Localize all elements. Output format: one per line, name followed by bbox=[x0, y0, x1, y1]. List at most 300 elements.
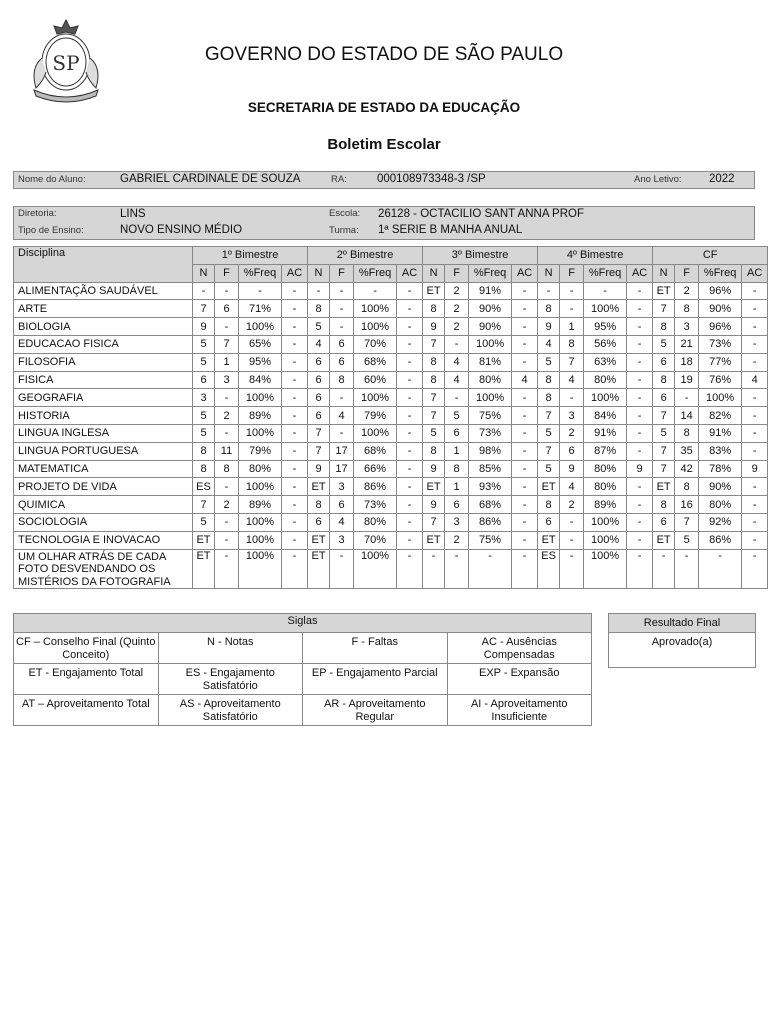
grade-cell: - bbox=[397, 389, 423, 407]
grade-cell: - bbox=[330, 549, 354, 589]
diretoria-label: Diretoria: bbox=[18, 208, 57, 219]
grade-cell: - bbox=[742, 318, 768, 336]
grade-cell: - bbox=[512, 549, 538, 589]
grade-cell: 2 bbox=[445, 531, 469, 549]
grade-cell: - bbox=[330, 300, 354, 318]
grade-cell: - bbox=[627, 318, 653, 336]
sigla-item: AI - Aproveitamento Insuficiente bbox=[447, 695, 592, 726]
grade-cell: - bbox=[282, 389, 308, 407]
siglas-table bbox=[13, 613, 592, 726]
grade-cell: 100% bbox=[699, 389, 742, 407]
grade-cell: 91% bbox=[699, 424, 742, 442]
grade-cell: - bbox=[742, 300, 768, 318]
grade-cell: 80% bbox=[699, 496, 742, 514]
grade-cell: 5 bbox=[308, 318, 330, 336]
grade-cell: 1 bbox=[215, 353, 239, 371]
ensino-value: NOVO ENSINO MÉDIO bbox=[120, 224, 243, 236]
grade-cell: 9 bbox=[193, 318, 215, 336]
grade-cell: 7 bbox=[560, 353, 584, 371]
grade-cell: 90% bbox=[699, 478, 742, 496]
grade-cell: 68% bbox=[354, 442, 397, 460]
grade-cell: 68% bbox=[469, 496, 512, 514]
grade-cell: 16 bbox=[675, 496, 699, 514]
svg-text:SP: SP bbox=[52, 51, 80, 75]
grade-cell: 7 bbox=[675, 513, 699, 531]
grade-cell: 7 bbox=[215, 335, 239, 353]
grade-cell: - bbox=[627, 496, 653, 514]
grade-cell: 8 bbox=[308, 496, 330, 514]
grade-cell: ES bbox=[193, 478, 215, 496]
grade-cell: - bbox=[742, 407, 768, 425]
grade-cell: 4 bbox=[445, 353, 469, 371]
grade-cell: - bbox=[512, 282, 538, 300]
column-subheader: F bbox=[330, 264, 354, 282]
grade-cell: 80% bbox=[584, 478, 627, 496]
grade-cell: - bbox=[560, 389, 584, 407]
grade-cell: 7 bbox=[653, 407, 675, 425]
subject-name: ALIMENTAÇÃO SAUDÁVEL bbox=[14, 282, 193, 300]
grade-cell: - bbox=[397, 407, 423, 425]
grade-cell: - bbox=[512, 318, 538, 336]
grade-cell: - bbox=[397, 496, 423, 514]
siglas-title: Siglas bbox=[14, 614, 592, 633]
grade-cell: 6 bbox=[445, 496, 469, 514]
grade-cell: - bbox=[627, 407, 653, 425]
grade-cell: 2 bbox=[675, 282, 699, 300]
period-header: CF bbox=[653, 247, 768, 265]
column-subheader: N bbox=[193, 264, 215, 282]
column-subheader: AC bbox=[627, 264, 653, 282]
sigla-item: AR - Aproveitamento Regular bbox=[303, 695, 448, 726]
grade-cell: 3 bbox=[330, 531, 354, 549]
subject-name: GEOGRAFIA bbox=[14, 389, 193, 407]
grade-cell: 100% bbox=[354, 318, 397, 336]
grade-cell: - bbox=[397, 549, 423, 589]
grade-cell: 42 bbox=[675, 460, 699, 478]
grade-cell: 8 bbox=[423, 442, 445, 460]
grade-cell: 100% bbox=[584, 531, 627, 549]
grade-cell: ET bbox=[538, 478, 560, 496]
table-row bbox=[14, 353, 768, 371]
subject-name: LINGUA INGLESA bbox=[14, 424, 193, 442]
grade-cell: 5 bbox=[653, 335, 675, 353]
grade-cell: - bbox=[742, 478, 768, 496]
page-subtitle: SECRETARIA DE ESTADO DA EDUCAÇÃO bbox=[247, 100, 521, 115]
grade-cell: ET bbox=[308, 478, 330, 496]
year-label: Ano Letivo: bbox=[634, 174, 682, 185]
grade-cell: - bbox=[512, 478, 538, 496]
grade-cell: 17 bbox=[330, 442, 354, 460]
grade-cell: 17 bbox=[330, 460, 354, 478]
grade-cell: 6 bbox=[308, 407, 330, 425]
grade-cell: 3 bbox=[330, 478, 354, 496]
grade-cell: 86% bbox=[354, 478, 397, 496]
grade-cell: ET bbox=[538, 531, 560, 549]
grade-cell: 8 bbox=[538, 496, 560, 514]
grade-cell: 91% bbox=[469, 282, 512, 300]
grade-cell: 81% bbox=[469, 353, 512, 371]
grade-cell: 71% bbox=[239, 300, 282, 318]
grade-cell: 90% bbox=[469, 318, 512, 336]
ra-label: RA: bbox=[331, 174, 347, 185]
grade-cell: - bbox=[627, 371, 653, 389]
grade-cell: - bbox=[627, 282, 653, 300]
sigla-item: F - Faltas bbox=[303, 633, 448, 664]
grade-cell: 7 bbox=[308, 442, 330, 460]
grade-cell: ET bbox=[423, 282, 445, 300]
grade-cell: 6 bbox=[308, 513, 330, 531]
grade-cell: 2 bbox=[445, 318, 469, 336]
grade-cell: 5 bbox=[193, 513, 215, 531]
grade-cell: 93% bbox=[469, 478, 512, 496]
grade-cell: 98% bbox=[469, 442, 512, 460]
grade-cell: - bbox=[282, 442, 308, 460]
grade-cell: - bbox=[215, 389, 239, 407]
grade-cell: 92% bbox=[699, 513, 742, 531]
grade-cell: - bbox=[445, 549, 469, 589]
grade-cell: - bbox=[282, 513, 308, 531]
grade-cell: 89% bbox=[239, 407, 282, 425]
grade-cell: 19 bbox=[675, 371, 699, 389]
grade-cell: - bbox=[512, 496, 538, 514]
grade-cell: 8 bbox=[653, 496, 675, 514]
grade-cell: 1 bbox=[445, 442, 469, 460]
grade-cell: - bbox=[512, 407, 538, 425]
table-row bbox=[14, 389, 768, 407]
grade-cell: 6 bbox=[330, 335, 354, 353]
result-value: Aprovado(a) bbox=[609, 633, 756, 668]
grade-cell: 79% bbox=[239, 442, 282, 460]
grade-cell: 68% bbox=[354, 353, 397, 371]
grade-cell: 5 bbox=[538, 353, 560, 371]
grade-cell: - bbox=[560, 282, 584, 300]
grade-cell: 4 bbox=[538, 335, 560, 353]
grade-cell: 100% bbox=[239, 513, 282, 531]
grade-cell: 8 bbox=[423, 371, 445, 389]
grade-cell: 6 bbox=[330, 496, 354, 514]
column-subheader: %Freq bbox=[239, 264, 282, 282]
grade-cell: - bbox=[627, 424, 653, 442]
grade-cell: - bbox=[512, 442, 538, 460]
result-table bbox=[608, 613, 756, 668]
grade-cell: 9 bbox=[742, 460, 768, 478]
column-subheader: F bbox=[560, 264, 584, 282]
grade-cell: - bbox=[282, 478, 308, 496]
grade-cell: - bbox=[423, 549, 445, 589]
grade-cell: 9 bbox=[627, 460, 653, 478]
grade-cell: 5 bbox=[193, 407, 215, 425]
grade-cell: ET bbox=[423, 478, 445, 496]
grade-cell: 7 bbox=[193, 300, 215, 318]
grade-cell: - bbox=[742, 531, 768, 549]
grade-cell: 100% bbox=[239, 549, 282, 589]
grade-cell: 7 bbox=[193, 496, 215, 514]
table-row bbox=[14, 407, 768, 425]
grade-cell: 1 bbox=[445, 478, 469, 496]
grade-cell: - bbox=[282, 353, 308, 371]
grade-cell: 80% bbox=[584, 371, 627, 389]
grade-cell: 6 bbox=[215, 300, 239, 318]
grade-cell: 7 bbox=[423, 335, 445, 353]
grade-cell: 70% bbox=[354, 335, 397, 353]
grade-cell: 8 bbox=[423, 300, 445, 318]
subject-name: ARTE bbox=[14, 300, 193, 318]
grade-cell: - bbox=[282, 531, 308, 549]
grade-cell: 4 bbox=[512, 371, 538, 389]
grade-cell: 5 bbox=[445, 407, 469, 425]
grade-cell: 100% bbox=[354, 389, 397, 407]
grade-cell: - bbox=[627, 513, 653, 531]
grade-cell: - bbox=[512, 460, 538, 478]
grade-cell: 4 bbox=[445, 371, 469, 389]
grade-cell: 9 bbox=[423, 460, 445, 478]
grade-cell: 7 bbox=[423, 407, 445, 425]
grade-cell: - bbox=[742, 442, 768, 460]
column-subheader: %Freq bbox=[699, 264, 742, 282]
grade-cell: 2 bbox=[560, 424, 584, 442]
subject-name: SOCIOLOGIA bbox=[14, 513, 193, 531]
grade-cell: - bbox=[282, 407, 308, 425]
grade-cell: - bbox=[215, 549, 239, 589]
grade-cell: 89% bbox=[584, 496, 627, 514]
document-title: Boletim Escolar bbox=[327, 136, 441, 153]
sigla-item: AC - Ausências Compensadas bbox=[447, 633, 592, 664]
grade-cell: - bbox=[512, 300, 538, 318]
grade-cell: - bbox=[742, 549, 768, 589]
grade-cell: ES bbox=[538, 549, 560, 589]
grade-cell: - bbox=[308, 282, 330, 300]
grade-cell: 86% bbox=[699, 531, 742, 549]
column-subheader: F bbox=[445, 264, 469, 282]
sigla-item: ES - Engajamento Satisfatório bbox=[158, 664, 303, 695]
table-row bbox=[14, 549, 768, 589]
grade-cell: - bbox=[675, 549, 699, 589]
grade-cell: - bbox=[330, 389, 354, 407]
turma-label: Turma: bbox=[329, 225, 359, 236]
grade-cell: 1 bbox=[560, 318, 584, 336]
grade-cell: - bbox=[397, 424, 423, 442]
grade-cell: - bbox=[560, 531, 584, 549]
grade-cell: 3 bbox=[215, 371, 239, 389]
grade-cell: 100% bbox=[239, 424, 282, 442]
grade-cell: - bbox=[282, 424, 308, 442]
grade-cell: - bbox=[215, 318, 239, 336]
grade-cell: 8 bbox=[193, 442, 215, 460]
grade-cell: - bbox=[742, 424, 768, 442]
sigla-item: N - Notas bbox=[158, 633, 303, 664]
grade-cell: 8 bbox=[653, 318, 675, 336]
grade-cell: 5 bbox=[193, 353, 215, 371]
grade-cell: - bbox=[397, 300, 423, 318]
grade-cell: - bbox=[627, 549, 653, 589]
grade-cell: 6 bbox=[308, 389, 330, 407]
grade-cell: - bbox=[215, 478, 239, 496]
escola-value: 26128 - OCTACILIO SANT ANNA PROF bbox=[378, 208, 585, 220]
year-value: 2022 bbox=[709, 173, 735, 185]
grade-cell: - bbox=[512, 513, 538, 531]
sigla-item: EP - Engajamento Parcial bbox=[303, 664, 448, 695]
grade-cell: - bbox=[282, 300, 308, 318]
grade-cell: 9 bbox=[423, 318, 445, 336]
grade-cell: 8 bbox=[675, 478, 699, 496]
grade-cell: - bbox=[538, 282, 560, 300]
grade-cell: 96% bbox=[699, 318, 742, 336]
escola-label: Escola: bbox=[329, 208, 361, 219]
table-row bbox=[14, 478, 768, 496]
grade-cell: ET bbox=[308, 549, 330, 589]
grade-cell: 84% bbox=[239, 371, 282, 389]
grade-cell: ET bbox=[193, 531, 215, 549]
grade-cell: 89% bbox=[239, 496, 282, 514]
grade-cell: 83% bbox=[699, 442, 742, 460]
grade-cell: 8 bbox=[423, 353, 445, 371]
grade-cell: 60% bbox=[354, 371, 397, 389]
grade-cell: 6 bbox=[653, 353, 675, 371]
grade-cell: - bbox=[742, 389, 768, 407]
grade-cell: 75% bbox=[469, 407, 512, 425]
grade-cell: 7 bbox=[653, 442, 675, 460]
grade-cell: 8 bbox=[538, 389, 560, 407]
grade-cell: - bbox=[397, 282, 423, 300]
period-header: 2º Bimestre bbox=[308, 247, 423, 265]
grade-cell: - bbox=[627, 389, 653, 407]
grade-cell: 8 bbox=[193, 460, 215, 478]
grade-cell: - bbox=[397, 513, 423, 531]
grade-cell: 8 bbox=[330, 371, 354, 389]
grade-cell: 79% bbox=[354, 407, 397, 425]
grade-cell: 8 bbox=[653, 371, 675, 389]
grade-cell: 9 bbox=[538, 318, 560, 336]
grade-cell: 5 bbox=[538, 460, 560, 478]
grade-cell: - bbox=[512, 531, 538, 549]
grades-table bbox=[13, 246, 768, 589]
grade-cell: 77% bbox=[699, 353, 742, 371]
grade-cell: 9 bbox=[423, 496, 445, 514]
column-subheader: N bbox=[538, 264, 560, 282]
table-row bbox=[14, 496, 768, 514]
grade-cell: - bbox=[397, 478, 423, 496]
column-subheader: N bbox=[653, 264, 675, 282]
grade-cell: 85% bbox=[469, 460, 512, 478]
grade-cell: 6 bbox=[560, 442, 584, 460]
grade-cell: - bbox=[512, 335, 538, 353]
grade-cell: - bbox=[512, 353, 538, 371]
grade-cell: 78% bbox=[699, 460, 742, 478]
grade-cell: - bbox=[239, 282, 282, 300]
student-name: GABRIEL CARDINALE DE SOUZA bbox=[120, 173, 301, 185]
page-title: GOVERNO DO ESTADO DE SÃO PAULO bbox=[204, 44, 564, 65]
grade-cell: - bbox=[397, 460, 423, 478]
ensino-label: Tipo de Ensino: bbox=[18, 225, 84, 236]
grade-cell: 8 bbox=[308, 300, 330, 318]
grade-cell: - bbox=[330, 424, 354, 442]
grade-cell: 100% bbox=[469, 389, 512, 407]
grade-cell: 4 bbox=[308, 335, 330, 353]
grade-cell: 8 bbox=[675, 300, 699, 318]
grade-cell: 100% bbox=[354, 300, 397, 318]
grade-cell: 80% bbox=[584, 460, 627, 478]
grade-cell: - bbox=[215, 424, 239, 442]
grade-cell: 73% bbox=[699, 335, 742, 353]
grade-cell: 7 bbox=[653, 460, 675, 478]
grade-cell: - bbox=[627, 442, 653, 460]
grade-cell: 9 bbox=[560, 460, 584, 478]
grade-cell: 100% bbox=[469, 335, 512, 353]
grade-cell: - bbox=[282, 318, 308, 336]
grade-cell: 95% bbox=[239, 353, 282, 371]
grade-cell: 56% bbox=[584, 335, 627, 353]
grade-cell: 3 bbox=[560, 407, 584, 425]
grade-cell: - bbox=[397, 531, 423, 549]
table-row bbox=[14, 300, 768, 318]
sigla-item: EXP - Expansão bbox=[447, 664, 592, 695]
grade-cell: 9 bbox=[308, 460, 330, 478]
grade-cell: - bbox=[584, 282, 627, 300]
grade-cell: 7 bbox=[423, 389, 445, 407]
grade-cell: 100% bbox=[239, 318, 282, 336]
grade-cell: - bbox=[675, 389, 699, 407]
grade-cell: - bbox=[742, 513, 768, 531]
grade-cell: ET bbox=[653, 531, 675, 549]
grade-cell: 7 bbox=[538, 442, 560, 460]
subject-name: TECNOLOGIA E INOVACAO bbox=[14, 531, 193, 549]
grade-cell: 8 bbox=[215, 460, 239, 478]
period-header: 4º Bimestre bbox=[538, 247, 653, 265]
table-row bbox=[14, 460, 768, 478]
subject-name: BIOLOGIA bbox=[14, 318, 193, 336]
column-subheader: AC bbox=[742, 264, 768, 282]
period-header: 1º Bimestre bbox=[193, 247, 308, 265]
grade-cell: - bbox=[560, 300, 584, 318]
grade-cell: 5 bbox=[675, 531, 699, 549]
column-subheader: N bbox=[423, 264, 445, 282]
grade-cell: 8 bbox=[675, 424, 699, 442]
grade-cell: 96% bbox=[699, 282, 742, 300]
grade-cell: 5 bbox=[423, 424, 445, 442]
grade-cell: ET bbox=[653, 282, 675, 300]
table-row bbox=[14, 335, 768, 353]
student-name-label: Nome do Aluno: bbox=[18, 174, 86, 185]
student-info-box bbox=[13, 171, 755, 189]
disciplina-header: Disciplina bbox=[14, 247, 193, 283]
grade-cell: - bbox=[397, 318, 423, 336]
grade-cell: 100% bbox=[584, 300, 627, 318]
grade-cell: 14 bbox=[675, 407, 699, 425]
grade-cell: 2 bbox=[215, 496, 239, 514]
grade-cell: - bbox=[354, 282, 397, 300]
result-title: Resultado Final bbox=[609, 614, 756, 633]
ra-value: 000108973348-3 /SP bbox=[377, 173, 486, 185]
grade-cell: 8 bbox=[538, 371, 560, 389]
grade-cell: 80% bbox=[469, 371, 512, 389]
grade-cell: 7 bbox=[308, 424, 330, 442]
grade-cell: 100% bbox=[354, 549, 397, 589]
grade-cell: - bbox=[653, 549, 675, 589]
subject-name: UM OLHAR ATRÁS DE CADA FOTO DESVENDANDO OS MISTÉRIOS DA FOTOGRAFIA bbox=[14, 549, 193, 589]
column-subheader: %Freq bbox=[584, 264, 627, 282]
grade-cell: 2 bbox=[560, 496, 584, 514]
grade-cell: 3 bbox=[675, 318, 699, 336]
grade-cell: ET bbox=[653, 478, 675, 496]
subject-name: QUIMICA bbox=[14, 496, 193, 514]
grade-cell: 7 bbox=[423, 513, 445, 531]
grade-cell: 5 bbox=[193, 424, 215, 442]
grade-cell: - bbox=[397, 335, 423, 353]
subject-name: HISTORIA bbox=[14, 407, 193, 425]
grade-cell: 80% bbox=[354, 513, 397, 531]
grade-cell: 6 bbox=[308, 371, 330, 389]
column-subheader: N bbox=[308, 264, 330, 282]
